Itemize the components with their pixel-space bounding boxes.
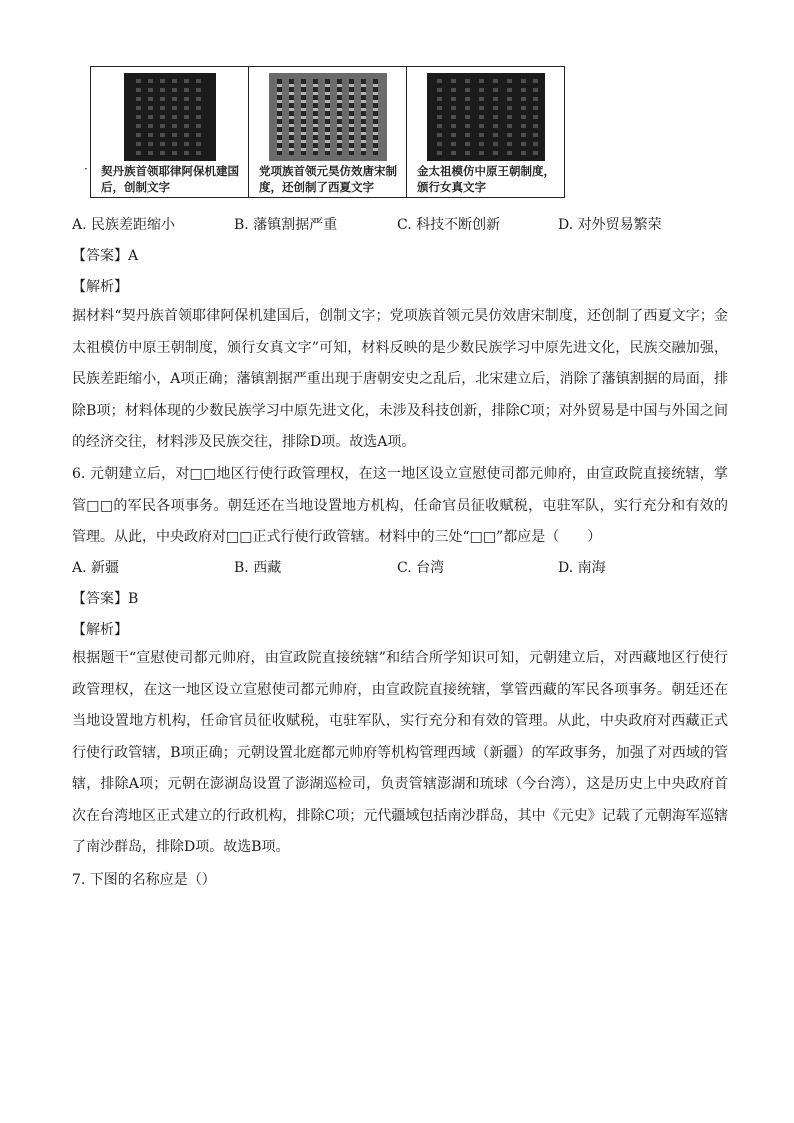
xixia-script-image <box>269 73 387 161</box>
q5-analysis: 据材料“契丹族首领耶律阿保机建国后，创制文字；党项族首领元昊仿效唐宋制度，还创制了西夏文字；金太祖模仿中原王朝制度，颁行女真文字”可知，材料反映的是少数民族学习中原先进文化，民族交融加强，民族差距缩小，A项正确；藩镇割据严重出现于唐朝安史之乱后，北宋建立后，消除了藩镇割据的局面，排除B项；材料体现的少数民族学习中原先进文化，未涉及科技创新，排除C项；对外贸易是中国与外国之间的经济交往，材料涉及民族交往，排除D项。故选A项。 <box>72 308 728 450</box>
q6-option-b[interactable]: B. 西藏 <box>234 560 282 576</box>
q6-option-a[interactable]: A. 新疆 <box>72 560 120 576</box>
figure-marker: · <box>84 162 88 176</box>
q6-options <box>72 557 722 579</box>
q6-option-d[interactable]: D. 南海 <box>558 560 606 576</box>
khitan-script-image <box>124 73 216 161</box>
q7-stem: 7. 下图的名称应是（） <box>72 872 216 888</box>
q5-option-d[interactable]: D. 对外贸易繁荣 <box>558 217 662 233</box>
figure-panel-khitan <box>91 67 249 197</box>
figure-caption: 契丹族首领耶律阿保机建国后，创制文字 <box>101 164 239 194</box>
q6-answer: 【答案】B <box>72 591 139 607</box>
figure-caption: 金太祖模仿中原王朝制度，颁行女真文字 <box>417 164 555 194</box>
q6-option-c[interactable]: C. 台湾 <box>397 560 445 576</box>
figure-panel-xixia <box>249 67 407 197</box>
figure-caption: 党项族首领元昊仿效唐宋制度，还创制了西夏文字 <box>259 164 397 194</box>
q5-option-b[interactable]: B. 藩镇割据严重 <box>234 217 338 233</box>
q6-stem: 6. 元朝建立后，对□□地区行使行政管理权，在这一地区设立宣慰使司都元帅府，由宣政院直接统辖，掌管□□的军民各项事务。朝廷还在当地设置地方机构，任命官员征收赋税，屯驻军队，实行充分和有效的管理。从此，中央政府对□□正式行使行政管辖。材料中的三处“□□”都应是（ ） <box>72 466 728 545</box>
q5-option-a[interactable]: A. 民族差距缩小 <box>72 217 176 233</box>
jurchen-script-image <box>427 73 545 161</box>
q5-analysis-label: 【解析】 <box>72 279 128 295</box>
inscription-figure <box>90 66 565 198</box>
q6-analysis-label: 【解析】 <box>72 622 128 638</box>
q5-options <box>72 214 722 236</box>
q5-option-c[interactable]: C. 科技不断创新 <box>397 217 501 233</box>
q5-answer: 【答案】A <box>72 248 139 264</box>
figure-panel-jurchen <box>407 67 564 197</box>
q6-analysis: 根据题干“宣慰使司都元帅府，由宣政院直接统辖”和结合所学知识可知，元朝建立后，对西藏地区行使行政管理权，在这一地区设立宣慰使司都元帅府，由宣政院直接统辖，掌管西藏的军民各项事务。朝廷还在当地设置地方机构，任命官员征收赋税，屯驻军队，实行充分和有效的管理。从此，中央政府对西藏正式行使行政管辖，B项正确；元朝设置北庭都元帅府等机构管理西域（新疆）的军政事务，加强了对西域的管辖，排除A项；元朝在澎湖岛设置了澎湖巡检司，负责管辖澎湖和琉球（今台湾），这是历史上中央政府首次在台湾地区正式建立的行政机构，排除C项；元代疆域包括南沙群岛，其中《元史》记载了元朝海军巡辖了南沙群岛，排除D项。故选B项。 <box>72 650 728 855</box>
